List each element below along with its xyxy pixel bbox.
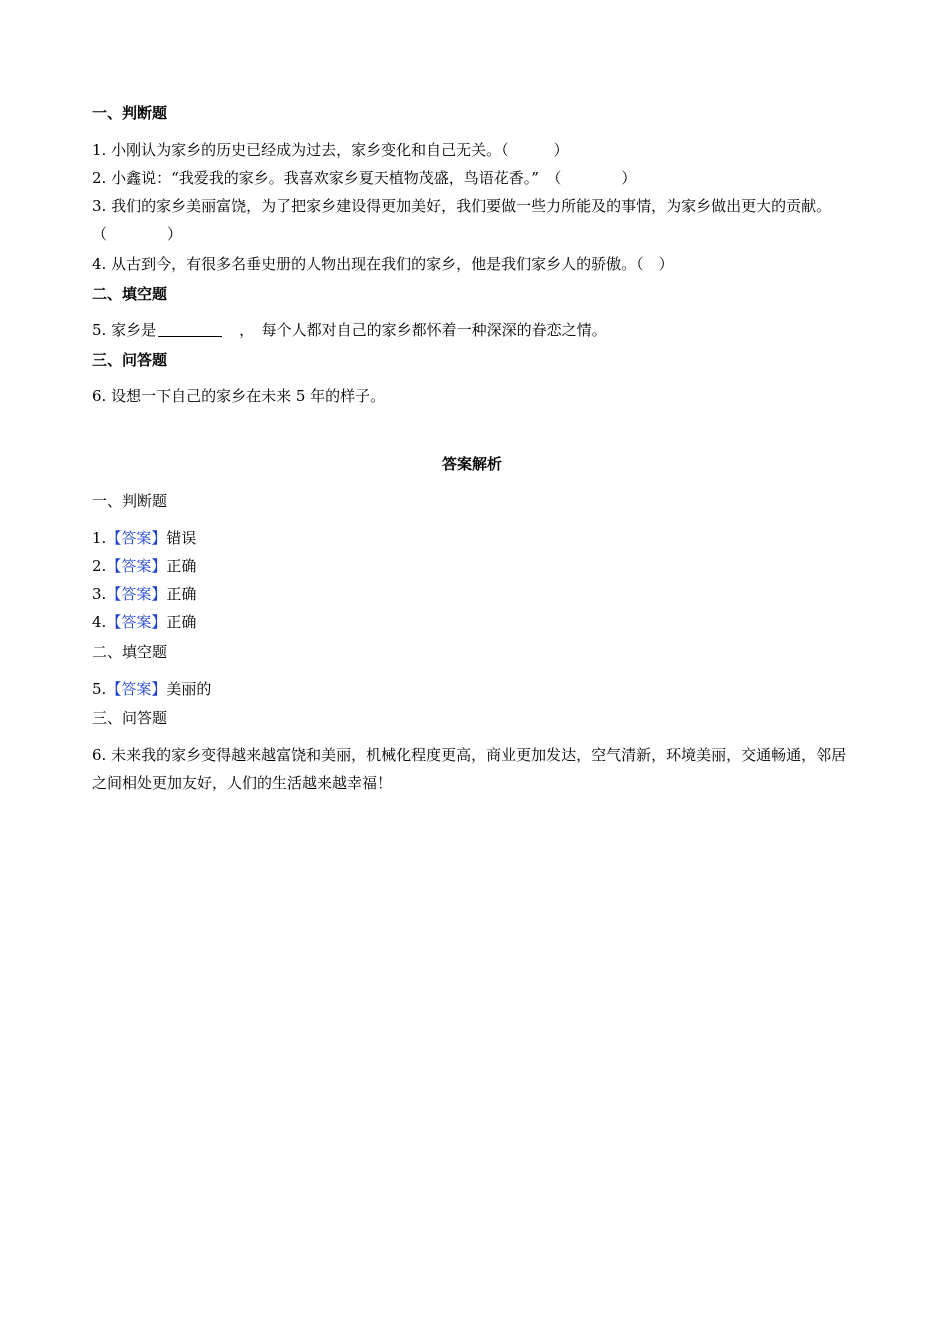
- question-3: 3. 我们的家乡美丽富饶，为了把家乡建设得更加美好，我们要做一些力所能及的事情，为家乡做出更大的贡献。 （ ）: [92, 197, 839, 243]
- answer-1: [92, 524, 196, 552]
- answer-5: [92, 675, 211, 703]
- answer-3-number: 3.: [92, 585, 107, 603]
- answer-tag: 【答案】: [106, 680, 167, 698]
- question-5-suffix: ， 每个人都对自己的家乡都怀着一种深深的眷恋之情。: [224, 321, 607, 339]
- answer-3: [92, 580, 196, 608]
- section-heading-qa: 三、问答题: [92, 351, 168, 369]
- section-heading-fill-blank: 二、填空题: [92, 285, 168, 303]
- question-1: 1. 小刚认为家乡的历史已经成为过去，家乡变化和自己无关。（ ）: [92, 141, 569, 159]
- question-4: 4. 从古到今，有很多名垂史册的人物出现在我们的家乡，他是我们家乡人的骄傲。（ ）: [92, 255, 674, 273]
- answer-4: [92, 608, 196, 636]
- question-6: 6. 设想一下自己的家乡在未来 5 年的样子。: [92, 387, 386, 405]
- answers-title: 答案解析: [441, 455, 502, 473]
- answer-5-value: 美丽的: [166, 680, 212, 698]
- question-5-prefix: 5. 家乡是: [92, 321, 157, 339]
- answer-2-value: 正确: [166, 557, 197, 575]
- answer-tag: 【答案】: [106, 529, 167, 547]
- answer-tag: 【答案】: [106, 613, 167, 631]
- answer-6: 6. 未来我的家乡变得越来越富饶和美丽，机械化程度更高，商业更加发达，空气清新，环境美丽，交通畅通，邻居之间相处更加友好，人们的生活越来越幸福！: [92, 746, 847, 792]
- answer-1-value: 错误: [166, 529, 197, 547]
- answer-tag: 【答案】: [106, 557, 167, 575]
- question-5: [92, 316, 607, 344]
- answer-3-value: 正确: [166, 585, 197, 603]
- answer-5-number: 5.: [92, 680, 107, 698]
- answers-section-judgment: 一、判断题: [92, 492, 168, 510]
- answer-4-value: 正确: [166, 613, 197, 631]
- answer-4-number: 4.: [92, 613, 107, 631]
- question-2: 2. 小鑫说：“我爱我的家乡。我喜欢家乡夏天植物茂盛，鸟语花香。” （ ）: [92, 169, 637, 187]
- answers-section-qa: 三、问答题: [92, 709, 168, 727]
- answers-section-fill-blank: 二、填空题: [92, 643, 168, 661]
- answer-2: [92, 552, 196, 580]
- answer-2-number: 2.: [92, 557, 107, 575]
- answer-1-number: 1.: [92, 529, 107, 547]
- answer-blank: [158, 320, 222, 337]
- answer-tag: 【答案】: [106, 585, 167, 603]
- section-heading-judgment: 一、判断题: [92, 104, 168, 122]
